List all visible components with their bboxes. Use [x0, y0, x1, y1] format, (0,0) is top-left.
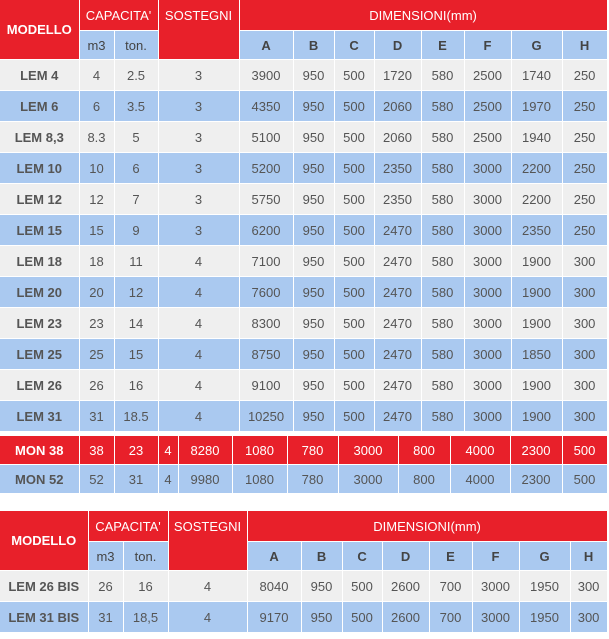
value-cell: 300: [570, 602, 607, 633]
table-row: [0, 215, 607, 246]
table-row: [0, 370, 607, 401]
header-sostegni: SOSTEGNI: [158, 0, 239, 60]
model-cell: MON 52: [0, 465, 79, 494]
table-row: [0, 60, 607, 91]
value-cell: 1080: [232, 465, 287, 494]
value-cell: 1900: [511, 277, 562, 308]
header-col-a: A: [239, 31, 293, 60]
value-cell: 7100: [239, 246, 293, 277]
value-cell: 5200: [239, 153, 293, 184]
value-cell: 700: [429, 571, 472, 602]
header-col-e: E: [421, 31, 464, 60]
value-cell: 12: [79, 184, 114, 215]
value-cell: 580: [421, 308, 464, 339]
bis-table: [0, 511, 608, 633]
value-cell: 10250: [239, 401, 293, 432]
value-cell: 3: [158, 184, 239, 215]
value-cell: 2350: [511, 215, 562, 246]
value-cell: 950: [301, 571, 342, 602]
value-cell: 4000: [450, 436, 510, 465]
value-cell: 26: [79, 370, 114, 401]
value-cell: 780: [287, 436, 338, 465]
value-cell: 1900: [511, 308, 562, 339]
table-row: [0, 153, 607, 184]
value-cell: 2350: [374, 184, 421, 215]
value-cell: 6: [114, 153, 158, 184]
value-cell: 950: [293, 370, 334, 401]
table-row: [0, 571, 607, 602]
header-dimensioni: DIMENSIONI(mm): [239, 0, 607, 31]
value-cell: 4: [158, 401, 239, 432]
value-cell: 14: [114, 308, 158, 339]
value-cell: 250: [562, 91, 607, 122]
value-cell: 7600: [239, 277, 293, 308]
value-cell: 2350: [374, 153, 421, 184]
table-row: [0, 277, 607, 308]
value-cell: 4: [168, 571, 247, 602]
value-cell: 2470: [374, 246, 421, 277]
value-cell: 3000: [464, 339, 511, 370]
header-col-f: F: [472, 542, 519, 571]
model-cell: LEM 26 BIS: [0, 571, 88, 602]
value-cell: 1950: [519, 602, 570, 633]
value-cell: 3000: [464, 308, 511, 339]
header-col-f: F: [464, 31, 511, 60]
value-cell: 3: [158, 122, 239, 153]
value-cell: 580: [421, 122, 464, 153]
value-cell: 2470: [374, 308, 421, 339]
value-cell: 4: [158, 308, 239, 339]
value-cell: 2300: [510, 465, 562, 494]
model-cell: MON 38: [0, 436, 79, 465]
value-cell: 4000: [450, 465, 510, 494]
value-cell: 6200: [239, 215, 293, 246]
value-cell: 300: [562, 339, 607, 370]
value-cell: 1740: [511, 60, 562, 91]
value-cell: 1950: [519, 571, 570, 602]
model-cell: LEM 6: [0, 91, 79, 122]
value-cell: 2200: [511, 184, 562, 215]
header-ton: ton.: [114, 31, 158, 60]
value-cell: 18: [79, 246, 114, 277]
header-col-b: B: [293, 31, 334, 60]
value-cell: 16: [123, 571, 168, 602]
model-cell: LEM 26: [0, 370, 79, 401]
header-col-a: A: [247, 542, 301, 571]
model-cell: LEM 10: [0, 153, 79, 184]
value-cell: 950: [301, 602, 342, 633]
table-row: [0, 122, 607, 153]
table-row: [0, 602, 607, 633]
value-cell: 2600: [382, 571, 429, 602]
value-cell: 3000: [472, 602, 519, 633]
value-cell: 500: [562, 465, 607, 494]
table-row: [0, 465, 607, 494]
value-cell: 3: [158, 91, 239, 122]
value-cell: 3000: [464, 184, 511, 215]
value-cell: 2060: [374, 122, 421, 153]
value-cell: 5750: [239, 184, 293, 215]
value-cell: 3000: [464, 246, 511, 277]
value-cell: 3000: [464, 401, 511, 432]
table-row: [0, 436, 607, 465]
header-col-g: G: [519, 542, 570, 571]
value-cell: 950: [293, 60, 334, 91]
value-cell: 250: [562, 215, 607, 246]
header-col-e: E: [429, 542, 472, 571]
value-cell: 9980: [178, 465, 232, 494]
header-col-d: D: [374, 31, 421, 60]
value-cell: 250: [562, 122, 607, 153]
value-cell: 1080: [232, 436, 287, 465]
model-cell: LEM 12: [0, 184, 79, 215]
value-cell: 31: [79, 401, 114, 432]
value-cell: 4: [158, 277, 239, 308]
value-cell: 3: [158, 215, 239, 246]
value-cell: 1900: [511, 246, 562, 277]
value-cell: 580: [421, 246, 464, 277]
value-cell: 2500: [464, 91, 511, 122]
value-cell: 800: [398, 436, 450, 465]
value-cell: 9100: [239, 370, 293, 401]
value-cell: 4: [158, 465, 178, 494]
table-row: [0, 91, 607, 122]
value-cell: 500: [334, 401, 374, 432]
value-cell: 3900: [239, 60, 293, 91]
value-cell: 950: [293, 215, 334, 246]
value-cell: 580: [421, 401, 464, 432]
value-cell: 31: [114, 465, 158, 494]
value-cell: 2500: [464, 60, 511, 91]
value-cell: 500: [334, 122, 374, 153]
value-cell: 8040: [247, 571, 301, 602]
value-cell: 2470: [374, 215, 421, 246]
model-cell: LEM 31 BIS: [0, 602, 88, 633]
header-modello: MODELLO: [0, 0, 79, 60]
header-col-h: H: [562, 31, 607, 60]
value-cell: 580: [421, 184, 464, 215]
value-cell: 7: [114, 184, 158, 215]
value-cell: 3: [158, 153, 239, 184]
value-cell: 3000: [464, 370, 511, 401]
value-cell: 500: [334, 370, 374, 401]
value-cell: 300: [562, 277, 607, 308]
value-cell: 500: [342, 571, 382, 602]
value-cell: 8750: [239, 339, 293, 370]
value-cell: 18.5: [114, 401, 158, 432]
value-cell: 9170: [247, 602, 301, 633]
header-sostegni-2: SOSTEGNI: [168, 511, 247, 571]
value-cell: 2200: [511, 153, 562, 184]
value-cell: 500: [334, 215, 374, 246]
value-cell: 1940: [511, 122, 562, 153]
model-cell: LEM 8,3: [0, 122, 79, 153]
value-cell: 23: [79, 308, 114, 339]
table-row: [0, 401, 607, 432]
value-cell: 2600: [382, 602, 429, 633]
value-cell: 6: [79, 91, 114, 122]
value-cell: 500: [334, 277, 374, 308]
value-cell: 300: [562, 308, 607, 339]
model-cell: LEM 15: [0, 215, 79, 246]
mon-table: [0, 436, 608, 494]
value-cell: 2470: [374, 339, 421, 370]
value-cell: 3.5: [114, 91, 158, 122]
value-cell: 500: [342, 602, 382, 633]
header-col-b: B: [301, 542, 342, 571]
model-cell: LEM 23: [0, 308, 79, 339]
table-row: [0, 308, 607, 339]
value-cell: 500: [334, 153, 374, 184]
value-cell: 500: [334, 184, 374, 215]
value-cell: 5100: [239, 122, 293, 153]
value-cell: 950: [293, 153, 334, 184]
value-cell: 9: [114, 215, 158, 246]
value-cell: 300: [570, 571, 607, 602]
value-cell: 4350: [239, 91, 293, 122]
value-cell: 500: [562, 436, 607, 465]
value-cell: 4: [168, 602, 247, 633]
value-cell: 2300: [510, 436, 562, 465]
value-cell: 2500: [464, 122, 511, 153]
value-cell: 26: [88, 571, 123, 602]
value-cell: 580: [421, 339, 464, 370]
value-cell: 2470: [374, 370, 421, 401]
value-cell: 580: [421, 60, 464, 91]
value-cell: 1970: [511, 91, 562, 122]
header-capacita-2: CAPACITA': [88, 511, 168, 542]
value-cell: 3000: [464, 153, 511, 184]
value-cell: 2060: [374, 91, 421, 122]
header-col-c: C: [342, 542, 382, 571]
header-dimensioni-2: DIMENSIONI(mm): [247, 511, 607, 542]
value-cell: 580: [421, 370, 464, 401]
value-cell: 12: [114, 277, 158, 308]
value-cell: 250: [562, 153, 607, 184]
value-cell: 18,5: [123, 602, 168, 633]
model-cell: LEM 31: [0, 401, 79, 432]
header-m3-2: m3: [88, 542, 123, 571]
value-cell: 4: [158, 436, 178, 465]
value-cell: 250: [562, 184, 607, 215]
header-col-c: C: [334, 31, 374, 60]
value-cell: 500: [334, 60, 374, 91]
value-cell: 2470: [374, 277, 421, 308]
value-cell: 500: [334, 246, 374, 277]
value-cell: 15: [79, 215, 114, 246]
value-cell: 8280: [178, 436, 232, 465]
value-cell: 950: [293, 246, 334, 277]
value-cell: 1900: [511, 370, 562, 401]
value-cell: 4: [158, 246, 239, 277]
value-cell: 3000: [338, 436, 398, 465]
value-cell: 300: [562, 370, 607, 401]
value-cell: 16: [114, 370, 158, 401]
value-cell: 3000: [472, 571, 519, 602]
table-row: [0, 339, 607, 370]
value-cell: 4: [158, 339, 239, 370]
value-cell: 8.3: [79, 122, 114, 153]
value-cell: 10: [79, 153, 114, 184]
value-cell: 3000: [464, 277, 511, 308]
value-cell: 250: [562, 60, 607, 91]
header-col-d: D: [382, 542, 429, 571]
value-cell: 300: [562, 401, 607, 432]
value-cell: 500: [334, 91, 374, 122]
value-cell: 580: [421, 277, 464, 308]
value-cell: 15: [114, 339, 158, 370]
value-cell: 2.5: [114, 60, 158, 91]
value-cell: 500: [334, 308, 374, 339]
model-cell: LEM 25: [0, 339, 79, 370]
value-cell: 800: [398, 465, 450, 494]
value-cell: 580: [421, 215, 464, 246]
value-cell: 52: [79, 465, 114, 494]
model-cell: LEM 18: [0, 246, 79, 277]
value-cell: 580: [421, 153, 464, 184]
value-cell: 1720: [374, 60, 421, 91]
value-cell: 700: [429, 602, 472, 633]
value-cell: 950: [293, 308, 334, 339]
value-cell: 8300: [239, 308, 293, 339]
value-cell: 780: [287, 465, 338, 494]
value-cell: 1900: [511, 401, 562, 432]
value-cell: 950: [293, 277, 334, 308]
value-cell: 31: [88, 602, 123, 633]
value-cell: 3000: [464, 215, 511, 246]
header-modello-2: MODELLO: [0, 511, 88, 571]
value-cell: 1850: [511, 339, 562, 370]
value-cell: 23: [114, 436, 158, 465]
value-cell: 11: [114, 246, 158, 277]
value-cell: 300: [562, 246, 607, 277]
value-cell: 3: [158, 60, 239, 91]
value-cell: 4: [79, 60, 114, 91]
value-cell: 580: [421, 91, 464, 122]
table-row: [0, 184, 607, 215]
value-cell: 38: [79, 436, 114, 465]
value-cell: 20: [79, 277, 114, 308]
value-cell: 950: [293, 122, 334, 153]
value-cell: 950: [293, 184, 334, 215]
header-col-h: H: [570, 542, 607, 571]
value-cell: 950: [293, 339, 334, 370]
value-cell: 5: [114, 122, 158, 153]
value-cell: 2470: [374, 401, 421, 432]
header-ton-2: ton.: [123, 542, 168, 571]
value-cell: 500: [334, 339, 374, 370]
value-cell: 950: [293, 91, 334, 122]
value-cell: 4: [158, 370, 239, 401]
header-capacita: CAPACITA': [79, 0, 158, 31]
value-cell: 950: [293, 401, 334, 432]
table-row: [0, 246, 607, 277]
value-cell: 25: [79, 339, 114, 370]
model-cell: LEM 4: [0, 60, 79, 91]
model-cell: LEM 20: [0, 277, 79, 308]
value-cell: 3000: [338, 465, 398, 494]
header-m3: m3: [79, 31, 114, 60]
header-col-g: G: [511, 31, 562, 60]
